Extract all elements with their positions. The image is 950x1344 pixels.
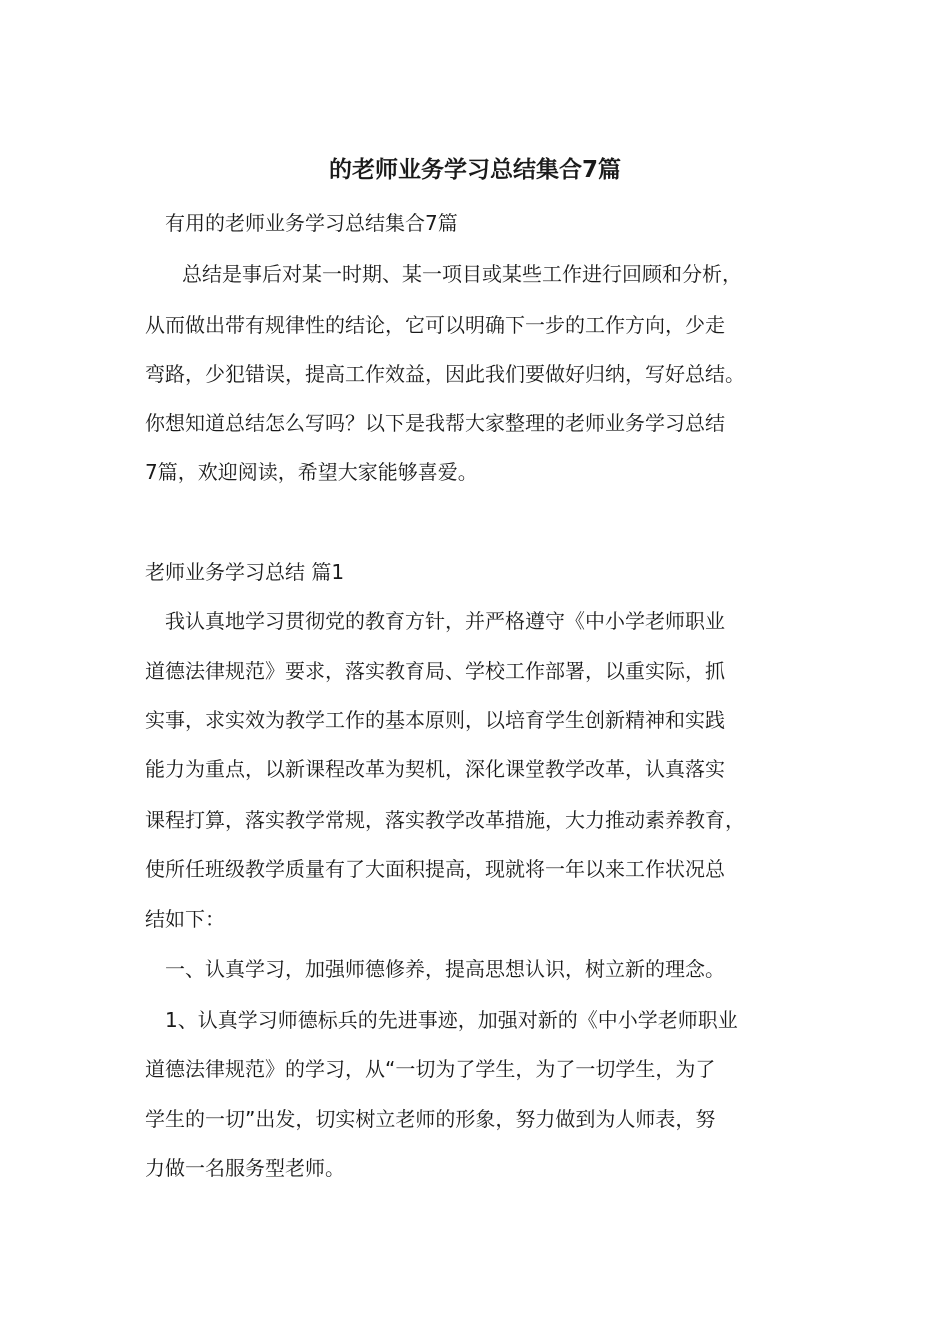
point-one-heading: 一、认真学习，加强师德修养，提高思想认识，树立新的理念。 xyxy=(165,957,725,981)
intro-line: 你想知道总结怎么写吗？以下是我帮大家整理的老师业务学习总结 xyxy=(145,411,725,435)
document-title: 的老师业务学习总结集合7篇 xyxy=(328,157,621,183)
section-heading: 老师业务学习总结 篇1 xyxy=(145,560,345,584)
body-line: 实事，求实效为教学工作的基本原则，以培育学生创新精神和实践 xyxy=(145,708,725,732)
point-line: 力做一名服务型老师。 xyxy=(145,1156,345,1180)
body-line: 课程打算，落实教学常规，落实教学改革措施，大力推动素养教育， xyxy=(145,808,745,832)
intro-line: 弯路，少犯错误，提高工作效益，因此我们要做好归纳，写好总结。 xyxy=(145,362,745,386)
point-line: 道德法律规范》的学习，从“一切为了学生，为了一切学生，为了 xyxy=(145,1057,716,1081)
intro-line: 总结是事后对某一时期、某一项目或某些工作进行回顾和分析， xyxy=(182,262,742,286)
body-line: 能力为重点，以新课程改革为契机，深化课堂教学改革，认真落实 xyxy=(145,757,725,781)
body-line: 我认真地学习贯彻党的教育方针，并严格遵守《中小学老师职业 xyxy=(165,609,725,633)
body-line: 道德法律规范》要求，落实教育局、学校工作部署，以重实际，抓 xyxy=(145,659,725,683)
body-line: 结如下： xyxy=(145,907,225,931)
body-line: 使所任班级教学质量有了大面积提高，现就将一年以来工作状况总 xyxy=(145,857,725,881)
intro-line: 7篇，欢迎阅读，希望大家能够喜爱。 xyxy=(145,460,478,484)
document-subtitle: 有用的老师业务学习总结集合7篇 xyxy=(165,211,458,235)
point-line: 1、认真学习师德标兵的先进事迹，加强对新的《中小学老师职业 xyxy=(165,1008,738,1032)
intro-line: 从而做出带有规律性的结论，它可以明确下一步的工作方向，少走 xyxy=(145,313,725,337)
point-line: 学生的一切”出发，切实树立老师的形象，努力做到为人师表，努 xyxy=(145,1107,716,1131)
